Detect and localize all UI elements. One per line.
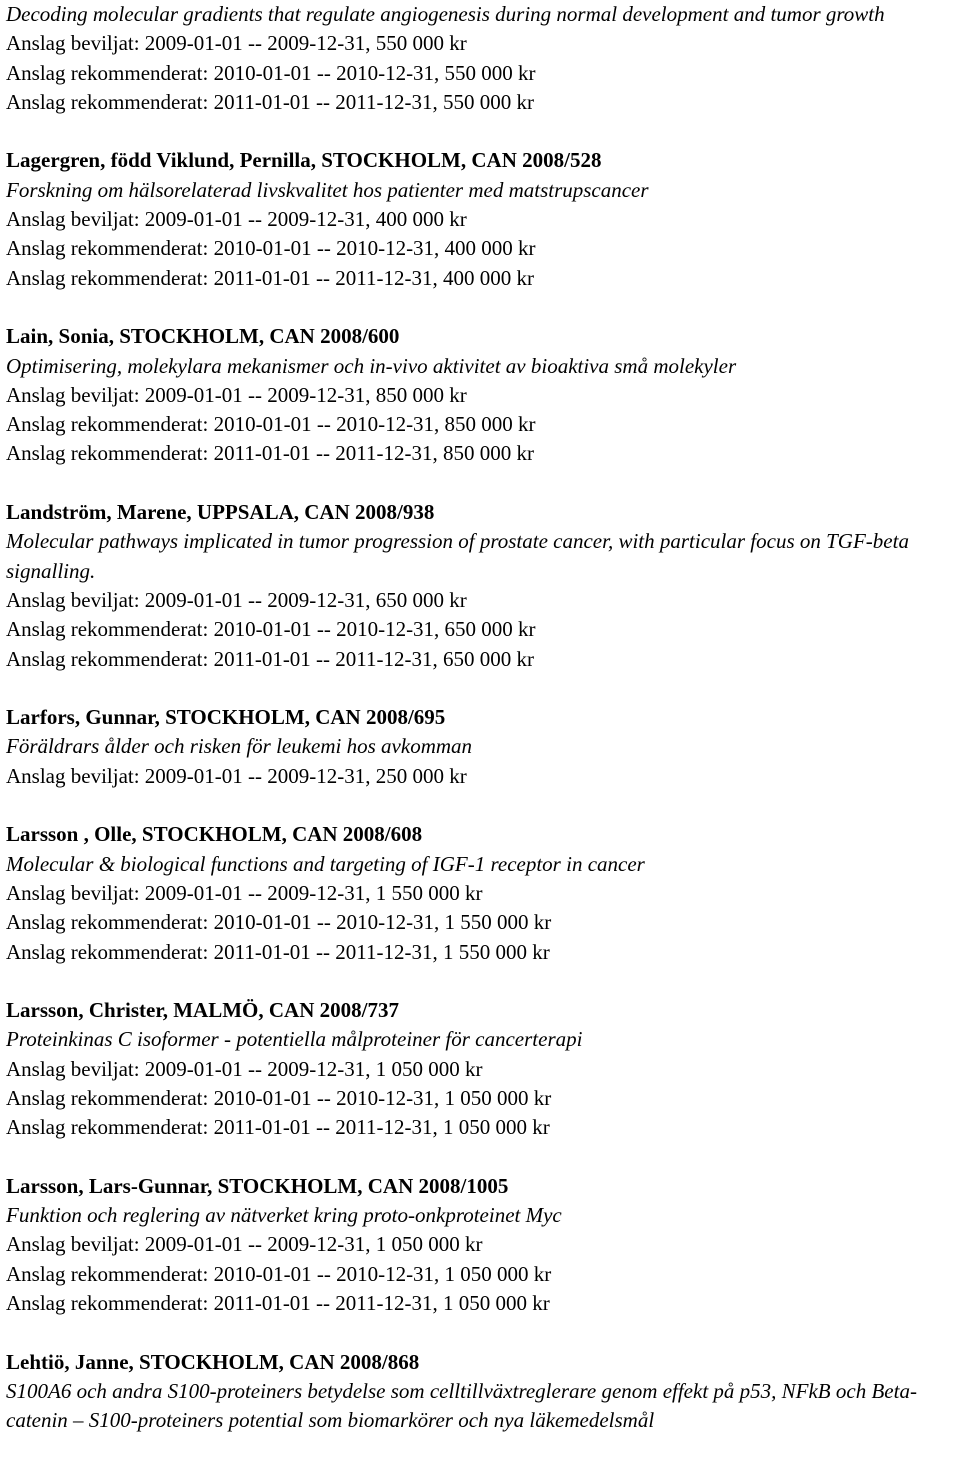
grant-line: Anslag beviljat: 2009-01-01 -- 2009-12-31, 650 000 kr xyxy=(6,587,467,612)
grant-entry xyxy=(6,1348,960,1436)
grant-line: Anslag rekommenderat: 2011-01-01 -- 2011-12-31, 550 000 kr xyxy=(6,89,534,114)
grant-entry xyxy=(6,322,960,468)
grant-line: Anslag rekommenderat: 2011-01-01 -- 2011-12-31, 1 050 000 kr xyxy=(6,1115,550,1140)
grant-entry xyxy=(6,146,960,292)
grant-line: Anslag rekommenderat: 2010-01-01 -- 2010-12-31, 1 050 000 kr xyxy=(6,1085,552,1110)
grant-entry xyxy=(6,996,960,1142)
grant-line: Anslag beviljat: 2009-01-01 -- 2009-12-31, 550 000 kr xyxy=(6,31,467,56)
project-title: Föräldrars ålder och risken för leukemi hos avkomman xyxy=(6,734,473,759)
grant-line: Anslag rekommenderat: 2010-01-01 -- 2010-12-31, 1 050 000 kr xyxy=(6,1261,552,1286)
grant-line: Anslag beviljat: 2009-01-01 -- 2009-12-31, 1 050 000 kr xyxy=(6,1232,483,1257)
applicant-header: Landström, Marene, UPPSALA, CAN 2008/938 xyxy=(6,500,435,525)
grant-line: Anslag rekommenderat: 2010-01-01 -- 2010-12-31, 1 550 000 kr xyxy=(6,910,552,935)
grant-line: Anslag beviljat: 2009-01-01 -- 2009-12-31, 1 050 000 kr xyxy=(6,1056,483,1081)
grant-line: Anslag rekommenderat: 2011-01-01 -- 2011-12-31, 650 000 kr xyxy=(6,646,534,671)
grant-line: Anslag beviljat: 2009-01-01 -- 2009-12-31, 250 000 kr xyxy=(6,763,467,788)
grant-line: Anslag rekommenderat: 2010-01-01 -- 2010-12-31, 550 000 kr xyxy=(6,60,536,85)
grant-entry xyxy=(6,703,960,791)
grant-line: Anslag rekommenderat: 2011-01-01 -- 2011-12-31, 1 050 000 kr xyxy=(6,1291,550,1316)
applicant-header: Lain, Sonia, STOCKHOLM, CAN 2008/600 xyxy=(6,324,400,349)
applicant-header: Larfors, Gunnar, STOCKHOLM, CAN 2008/695 xyxy=(6,705,446,730)
project-title: Funktion och reglering av nätverket kring proto-onkproteinet Myc xyxy=(6,1203,562,1228)
applicant-header: Lagergren, född Viklund, Pernilla, STOCKHOLM, CAN 2008/528 xyxy=(6,148,602,173)
project-title: Forskning om hälsorelaterad livskvalitet hos patienter med matstrupscancer xyxy=(6,177,649,202)
grant-line: Anslag beviljat: 2009-01-01 -- 2009-12-31, 850 000 kr xyxy=(6,382,467,407)
grant-entry xyxy=(6,820,960,966)
grant-entry xyxy=(6,0,960,117)
grant-line: Anslag rekommenderat: 2010-01-01 -- 2010-12-31, 650 000 kr xyxy=(6,617,536,642)
grant-entry xyxy=(6,498,960,674)
applicant-header: Larsson, Lars-Gunnar, STOCKHOLM, CAN 2008/1005 xyxy=(6,1173,509,1198)
grant-line: Anslag rekommenderat: 2011-01-01 -- 2011-12-31, 1 550 000 kr xyxy=(6,939,550,964)
grant-line: Anslag beviljat: 2009-01-01 -- 2009-12-31, 400 000 kr xyxy=(6,207,467,232)
grant-line: Anslag rekommenderat: 2010-01-01 -- 2010-12-31, 400 000 kr xyxy=(6,236,536,261)
applicant-header: Larsson, Christer, MALMÖ, CAN 2008/737 xyxy=(6,998,399,1023)
project-title: S100A6 och andra S100-proteiners betydelse som celltillväxtreglerare genom effekt på p53, NFkB och Beta-catenin – S100-proteiners potential som biomarkörer och nya läkemedelsmål xyxy=(6,1378,917,1433)
project-title: Proteinkinas C isoformer - potentiella målproteiner för cancerterapi xyxy=(6,1027,583,1052)
grant-line: Anslag rekommenderat: 2011-01-01 -- 2011-12-31, 400 000 kr xyxy=(6,265,534,290)
grant-line: Anslag rekommenderat: 2010-01-01 -- 2010-12-31, 850 000 kr xyxy=(6,412,536,437)
project-title: Decoding molecular gradients that regulate angiogenesis during normal development and tumor growth xyxy=(6,2,885,26)
grant-line: Anslag beviljat: 2009-01-01 -- 2009-12-31, 1 550 000 kr xyxy=(6,880,483,905)
grant-line: Anslag rekommenderat: 2011-01-01 -- 2011-12-31, 850 000 kr xyxy=(6,441,534,466)
grant-entry xyxy=(6,1172,960,1318)
applicant-header: Lehtiö, Janne, STOCKHOLM, CAN 2008/868 xyxy=(6,1349,420,1374)
project-title: Molecular & biological functions and targeting of IGF-1 receptor in cancer xyxy=(6,851,645,876)
project-title: Molecular pathways implicated in tumor progression of prostate cancer, with particular focus on TGF-beta signalling. xyxy=(6,529,909,583)
project-title: Optimisering, molekylara mekanismer och in-vivo aktivitet av bioaktiva små molekyler xyxy=(6,353,737,378)
applicant-header: Larsson , Olle, STOCKHOLM, CAN 2008/608 xyxy=(6,822,423,847)
